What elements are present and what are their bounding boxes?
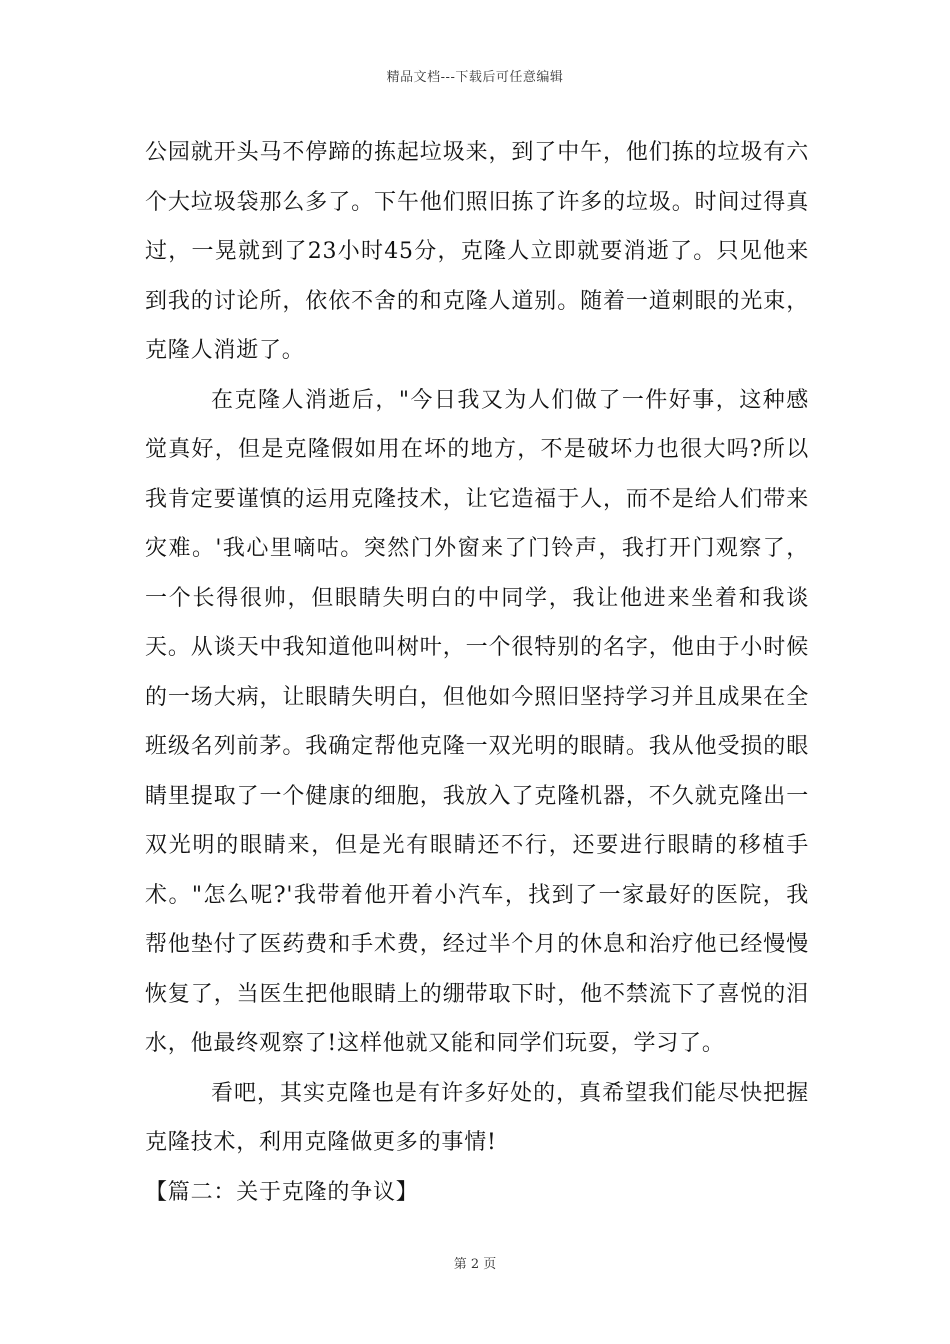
page-header: 精品文档---下载后可任意编辑	[386, 70, 564, 85]
section-title: 【篇二：关于克隆的争议】	[145, 1179, 419, 1205]
paragraph-1: 公园就开头马不停蹄的拣起垃圾来，到了中午，他们拣的垃圾有六个大垃圾袋那么多了。下午他们照旧拣了许多的垃圾。时间过得真过，一晃就到了23小时45分，克隆人立即就要消逝了。只见他来到我的讨论所，依依不舍的和克隆人道别。随着一道刺眼的光束，克隆人消逝了。	[145, 140, 809, 363]
document-body	[145, 128, 809, 1217]
paragraph-3: 看吧，其实克隆也是有许多好处的，真希望我们能尽快把握克隆技术，利用克隆做更多的事情!	[145, 1080, 809, 1155]
paragraph-2: 在克隆人消逝后，"今日我又为人们做了一件好事，这种感觉真好，但是克隆假如用在坏的地方，不是破坏力也很大吗?所以我肯定要谨慎的运用克隆技术，让它造福于人，而不是给人们带来灾难。'我心里嘀咕。突然门外窗来了门铃声，我打开门观察了，一个长得很帅，但眼睛失明白的中同学，我让他进来坐着和我谈天。从谈天中我知道他叫树叶，一个很特别的名字，他由于小时候的一场大病，让眼睛失明白，但他如今照旧坚持学习并且成果在全班级名列前茅。我确定帮他克隆一双光明的眼睛。我从他受损的眼睛里提取了一个健康的细胞，我放入了克隆机器，不久就克隆出一双光明的眼睛来，但是光有眼睛还不行，还要进行眼睛的移植手术。"怎么呢?'我带着他开着小汽车，找到了一家最好的医院，我帮他垫付了医药费和手术费，经过半个月的休息和治疗他已经慢慢恢复了，当医生把他眼睛上的绷带取下时，他不禁流下了喜悦的泪水，他最终观察了!这样他就又能和同学们玩耍，学习了。	[145, 387, 809, 1056]
page-number: 第 2 页	[453, 1257, 497, 1272]
